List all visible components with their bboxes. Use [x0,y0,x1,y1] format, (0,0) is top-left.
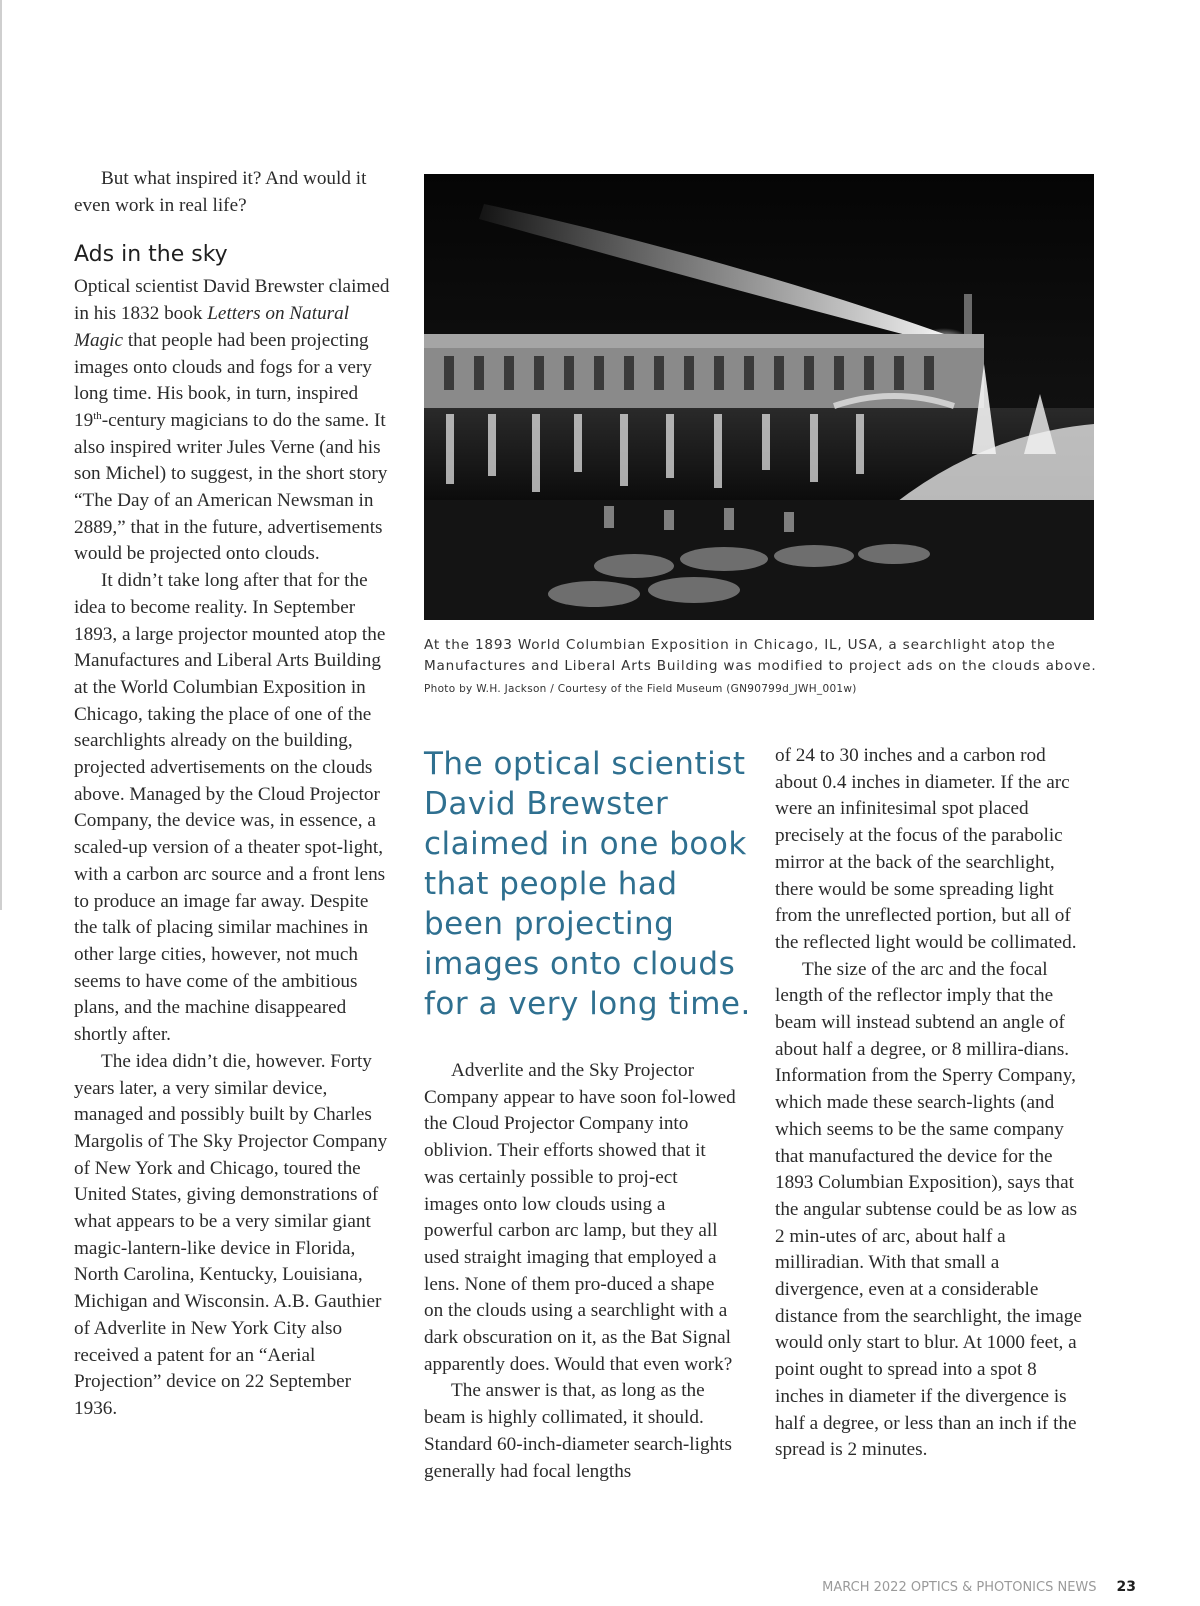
superscript: th [93,409,102,422]
article-column-1 [74,166,392,1423]
paragraph: The size of the arc and the focal length of the reflector imply that the beam will instead subtend an angle of about half a degree, or 8 millira-dians. Information from the Sperry Company, which made these search-lights (and which seems to be the same company that manufactured the device for the 1893 Columbian Exposition), says that the angular subtense could be as low as 2 min-utes of arc, about half a milliradian. With that small a divergence, even at a considerable distance from the searchlight, the image would only start to blur. At 1000 feet, a point ought to spread into a spot 8 inches in diameter if the divergence is half a degree, or less than an inch if the spread is 2 minutes. [775,958,1082,1461]
article-column-2 [424,1058,736,1485]
page-footer [822,1579,1136,1595]
text-run: Optical scientist David Brewster claimed in his 1832 book [74,276,390,325]
page-edge-line [0,0,2,910]
photo-caption [424,635,1104,697]
book-title: Letters on Natural Magic [74,303,350,351]
section-heading: Ads in the sky [74,242,228,268]
text-run: -century magicians to do the same. It also inspired writer Jules Verne (and his son Michel) to suggest, in the short story “The Day of an American Newsman in 2889,” that in the future, advertisements would be projected onto clouds. [74,409,388,565]
paragraph [74,274,392,568]
searchlight-night-scene [424,174,1094,620]
paragraph: But what inspired it? And would it even work in real life? [74,168,367,216]
page-number: 23 [1116,1579,1136,1595]
article-column-3 [775,743,1090,1464]
caption-text: At the 1893 World Columbian Exposition in Chicago, IL, USA, a searchlight atop the Manufactures and Liberal Arts Building was modified to project ads on the clouds above. [424,637,1097,674]
issue-info: MARCH 2022 OPTICS & PHOTONICS NEWS [822,1580,1097,1595]
exposition-photo [424,174,1094,620]
paragraph: Adverlite and the Sky Projector Company appear to have soon fol-lowed the Cloud Projector Company into oblivion. Their efforts showed that it was certainly possible to proj-ect images onto low clouds using a powerful carbon arc lamp, but they all used straight imaging that employed a lens. None of them pro-duced a shape on the clouds using a searchlight with a dark obscuration on it, as the Bat Signal apparently does. Would that even work? [424,1060,736,1375]
paragraph: The answer is that, as long as the beam is highly collimated, it should. Standard 60-inch-diameter search-lights generally had focal lengths [424,1380,732,1482]
paragraph: of 24 to 30 inches and a carbon rod about 0.4 inches in diameter. If the arc were an infinitesimal spot placed precisely at the focus of the parabolic mirror at the back of the searchlight, there would be some spreading light from the unreflected portion, but all of the reflected light would be collimated. [775,745,1077,953]
paragraph: The idea didn’t die, however. Forty years later, a very similar device, managed and possibly built by Charles Margolis of The Sky Projector Company of New York and Chicago, toured the United States, giving demonstrations of what appears to be a very similar giant magic-lantern-like device in Florida, North Carolina, Kentucky, Louisiana, Michigan and Wisconsin. A.B. Gauthier of Adverlite in New York City also received a patent for an “Aerial Projection” device on 22 September 1936. [74,1050,388,1419]
text-run: that people had been projecting images onto clouds and fogs for a very long time. His book, in turn, inspired 19 [74,329,372,431]
paragraph: It didn’t take long after that for the idea to become reality. In September 1893, a large projector mounted atop the Manufactures and Liberal Arts Building at the World Columbian Exposition in Chicago, taking the place of one of the searchlights already on the building, projected advertisements on the clouds above. Managed by the Cloud Projector Company, the device was, in essence, a scaled-up version of a theater spot-light, with a carbon arc source and a front lens to produce an image far away. Despite the talk of placing similar machines in other large cities, however, not much seems to have come of the ambitious plans, and the machine disappeared shortly after. [74,570,386,1046]
photo-credit: Photo by W.H. Jackson / Courtesy of the Field Museum (GN90799d_JWH_001w) [424,683,857,695]
pull-quote: The optical scientist David Brewster claimed in one book that people had been projecting images onto clouds for a very long time. [424,746,751,1022]
